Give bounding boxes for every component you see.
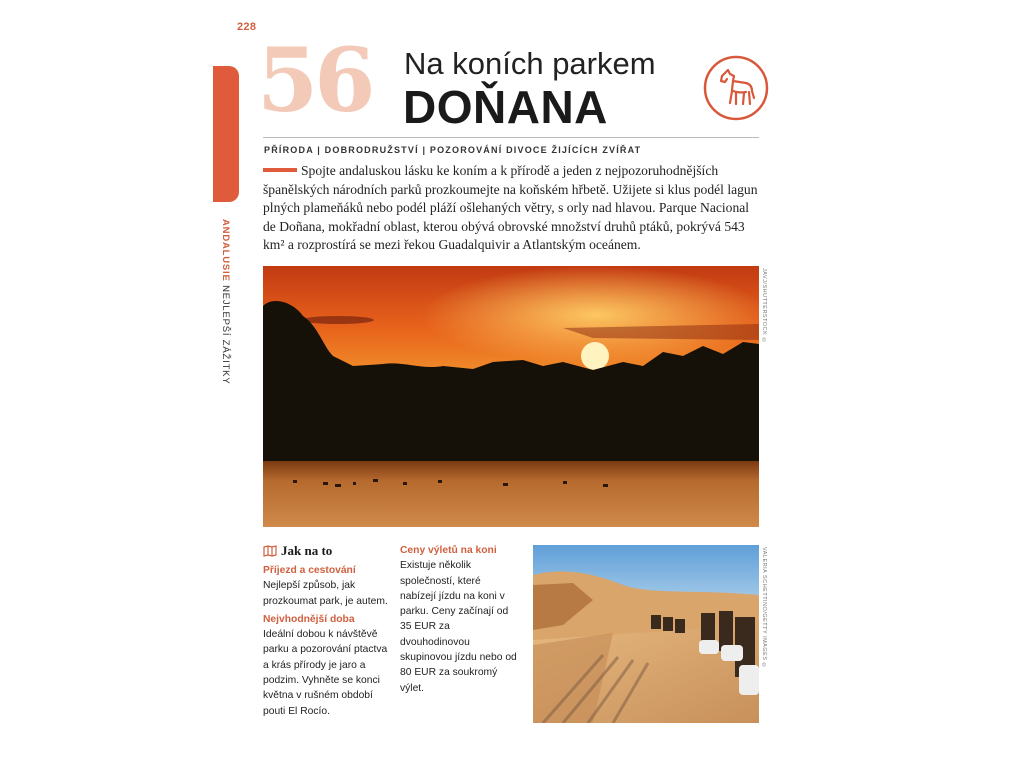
- title-line-1: Na koních parkem: [404, 46, 656, 81]
- title-line-2: DOŇANA: [403, 81, 608, 133]
- entry-number: 56: [257, 28, 372, 132]
- howto-column-1: [263, 563, 388, 722]
- photo-credit-main: JAVJ/SHUTTERSTOCK ©: [761, 268, 767, 344]
- map-icon: [263, 545, 277, 557]
- howto-heading: [263, 543, 332, 559]
- page-number: 228: [237, 21, 257, 33]
- intro-paragraph: [263, 162, 761, 255]
- running-head-section: NEJLEPŠÍ ZÁŽITKY: [220, 285, 231, 385]
- intro-text: Spojte andaluskou lásku ke koním a k přírodě a jeden z nejpozoruhodnějších španělských národních parků prozkoumejte na koňském hřbetě. Užijete si klus podél lagun plných plameňáků nebo podél pláží ošlehaných větry, s orly nad hlavou. Parque Nacional de Doñana, mokřadní oblast, kterou obývá obrovské množství druhů ptáků, pokrývá 543 km² a rozprostírá se mezi řekou Guadalquivir a Atlantským oceánem.: [263, 163, 758, 252]
- running-head-region: ANDALUSIE: [220, 219, 231, 282]
- howto-item-best-time: Nejvhodnější doba Ideální dobou k návštěvě parku a pozorování ptactva a krás přírody je jaro a podzim. Vyhněte se konci května v rušném období pouti El Rocío.: [263, 613, 388, 717]
- running-head: [220, 219, 234, 385]
- howto-heading-text: Jak na to: [281, 543, 333, 558]
- intro-accent-bar: [263, 168, 297, 172]
- chapter-tab: [213, 66, 239, 202]
- horse-icon: [702, 54, 770, 122]
- sunset-photo: [263, 266, 759, 527]
- horse-riders-photo: [533, 545, 759, 723]
- photo-credit-2: VALERIA SCHETTINO/GETTY IMAGES ©: [761, 547, 767, 670]
- category-tags: PŘÍRODA | DOBRODRUŽSTVÍ | POZOROVÁNÍ DIVOCE ŽIJÍCÍCH ZVÍŘAT: [264, 145, 642, 155]
- header-rule: [263, 137, 759, 138]
- howto-item-arrival: Příjezd a cestování Nejlepší způsob, jak prozkoumat park, je autem.: [263, 565, 388, 607]
- howto-column-2: [400, 543, 518, 699]
- howto-item-prices: Ceny výletů na koni Existuje několik společností, které nabízejí jízdu na koni v parku. Ceny začínají od 35 EUR za dvouhodinovou skupinovou jízdu nebo od 80 EUR za soukromý výlet.: [400, 545, 517, 694]
